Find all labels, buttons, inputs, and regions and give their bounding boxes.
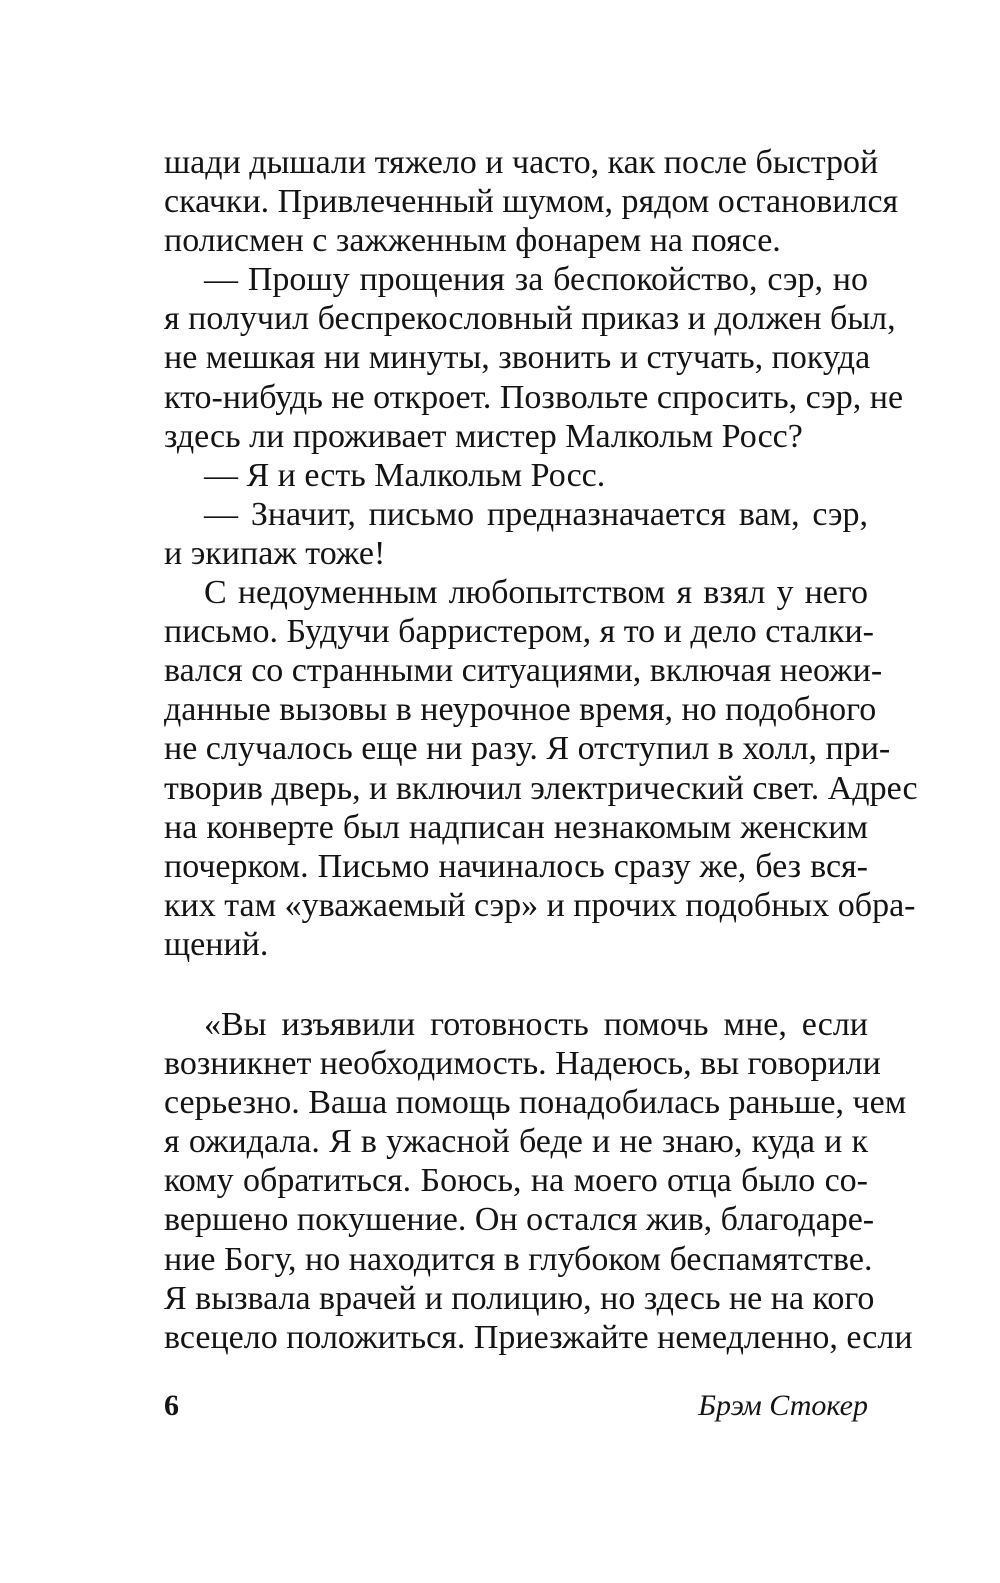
text-line: вался со странными ситуациями, включая неожи- bbox=[164, 652, 883, 690]
text-line: серьезно. Ваша помощь понадобилась раньше, чем bbox=[164, 1084, 907, 1122]
page-footer bbox=[164, 1386, 868, 1426]
text-line: письмо. Будучи барристером, я то и дело сталки- bbox=[164, 613, 874, 651]
text-line: ние Богу, но находится в глубоком беспамятстве. bbox=[164, 1240, 873, 1278]
text-line: — Прошу прощения за беспокойство, сэр, но bbox=[204, 261, 868, 299]
text-line: щений. bbox=[164, 925, 269, 963]
text-line: кому обратиться. Боюсь, на моего отца было со- bbox=[164, 1162, 868, 1200]
text-line: ких там «уважаемый сэр» и прочих подобных обра- bbox=[164, 886, 916, 924]
text-line: вершено покушение. Он остался жив, благодаре- bbox=[164, 1201, 875, 1239]
running-title: Брэм Стокер bbox=[698, 1389, 868, 1422]
text-line: кто-нибудь не откроет. Позвольте спросить, сэр, не bbox=[164, 378, 904, 416]
text-line: я получил беспрекословный приказ и должен был, bbox=[164, 300, 896, 338]
text-line: полисмен с зажженным фонарем на поясе. bbox=[164, 222, 781, 260]
text-line: творив дверь, и включил электрический свет. Адрес bbox=[164, 769, 918, 807]
text-line: возникнет необходимость. Надеюсь, вы говорили bbox=[164, 1045, 881, 1083]
text-line: «Вы изъявили готовность помочь мне, если bbox=[204, 1006, 868, 1043]
text-line: на конверте был надписан незнакомым женским bbox=[164, 808, 868, 846]
text-line: не случалось еще ни разу. Я отступил в холл, при- bbox=[164, 730, 891, 768]
text-line: С недоуменным любопытством я взял у него bbox=[204, 574, 868, 612]
text-line: скачки. Привлеченный шумом, рядом остановился bbox=[164, 183, 899, 221]
text-line: здесь ли проживает мистер Малкольм Росс? bbox=[164, 417, 803, 455]
text-line: и экипаж тоже! bbox=[164, 534, 386, 572]
page-number: 6 bbox=[164, 1389, 179, 1422]
text-line: шади дышали тяжело и часто, как после быстрой bbox=[164, 144, 879, 181]
text-line: — Значит, письмо предназначается вам, сэр, bbox=[204, 495, 868, 533]
text-line: не мешкая ни минуты, звонить и стучать, покуда bbox=[164, 339, 871, 377]
text-block-letter bbox=[164, 1005, 913, 1357]
text-line: почерком. Письмо начиналось сразу же, без вся- bbox=[164, 847, 868, 885]
text-line: я ожидала. Я в ужасной беде и не знаю, куда и к bbox=[164, 1123, 868, 1161]
text-line: данные вызовы в неурочное время, но подобного bbox=[164, 691, 877, 729]
text-line: — Я и есть Малкольм Росс. bbox=[204, 456, 606, 494]
text-line: Я вызвала врачей и полицию, но здесь не на кого bbox=[164, 1279, 875, 1317]
text-block-narrative bbox=[164, 143, 918, 964]
text-line: всецело положиться. Приезжайте немедленно, если bbox=[164, 1318, 913, 1356]
